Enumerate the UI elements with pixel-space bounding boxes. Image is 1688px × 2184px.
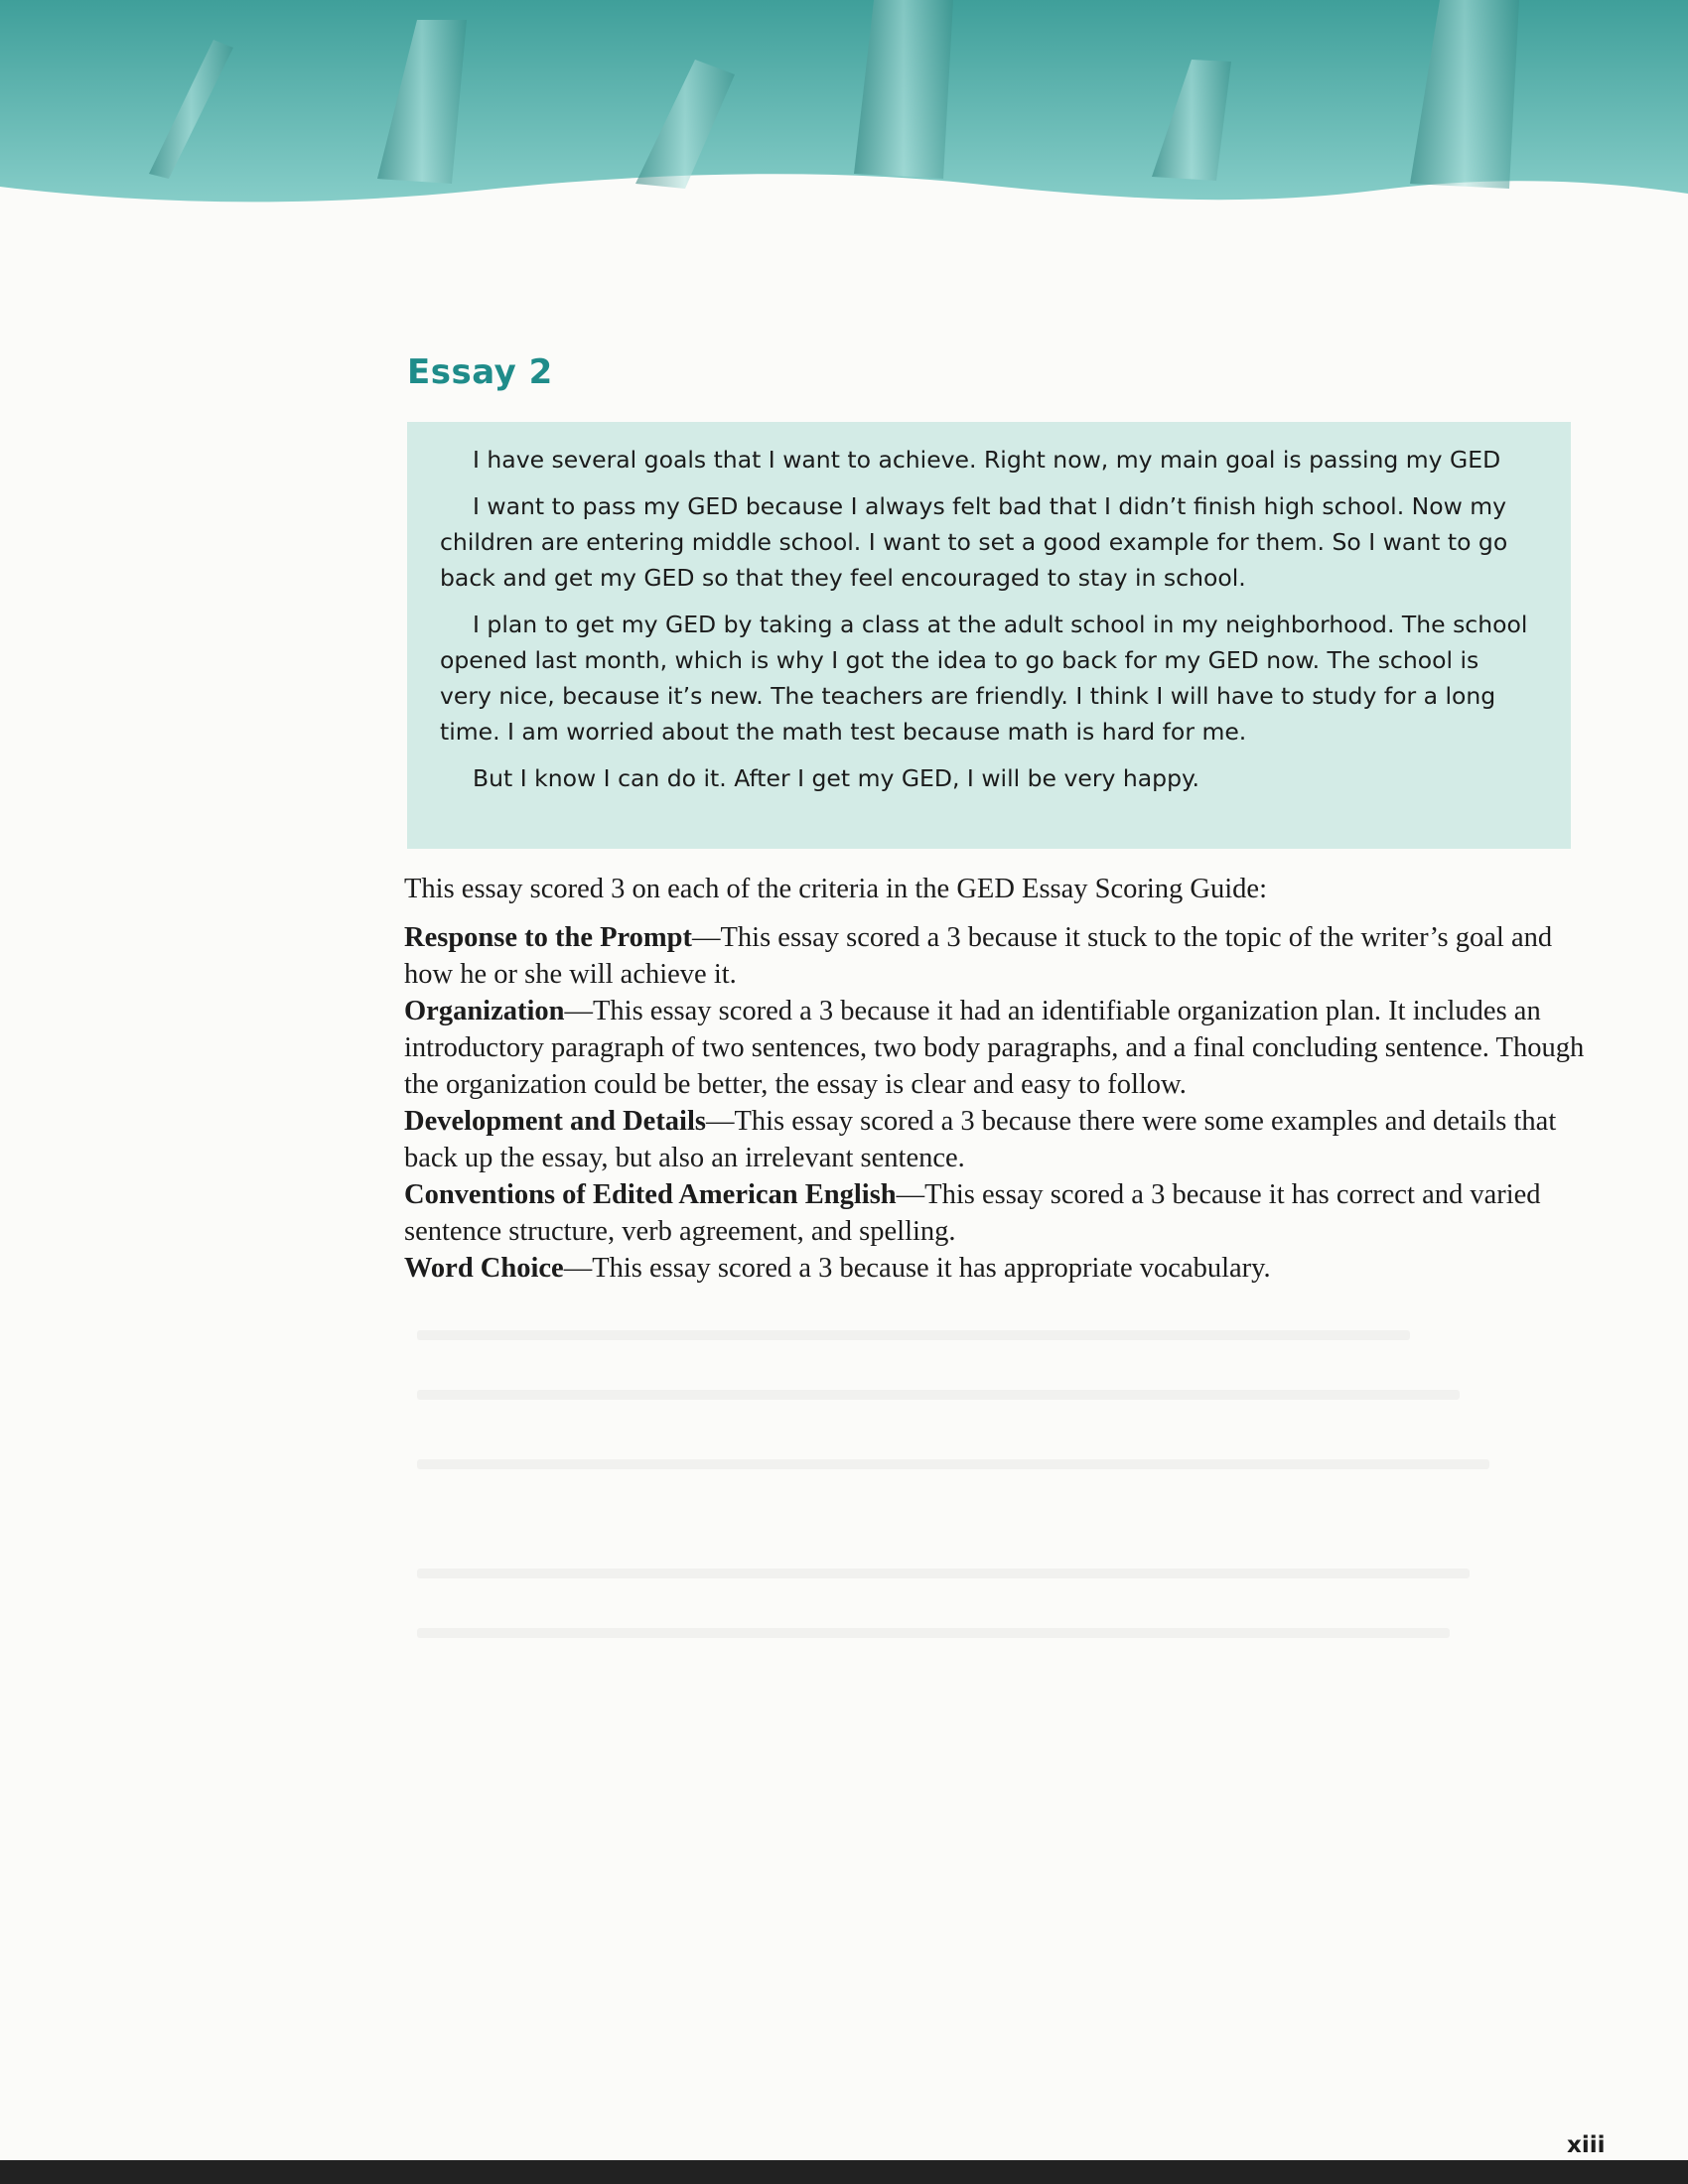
commentary-intro: This essay scored 3 on each of the criteria in the GED Essay Scoring Guide: (404, 874, 1267, 904)
criterion-text: —This essay scored a 3 because there were some examples and details that back up the essay, but also an irrelevant sentence. (404, 1106, 1557, 1173)
criterion-conventions (404, 1176, 1586, 1250)
bleed-through-text (417, 1628, 1450, 1638)
essay-paragraph: I want to pass my GED because I always felt bad that I didn’t finish high school. Now my children are entering middle school. I want to set a good example for them. So I want to go back and get my GED so that they feel encouraged to stay in school. (440, 492, 1508, 592)
bleed-through-text (417, 1330, 1410, 1340)
bleed-through-text (417, 1569, 1470, 1578)
criterion-word-choice (404, 1250, 1586, 1287)
criterion-organization (404, 993, 1586, 1103)
page-number: xiii (1567, 2132, 1606, 2158)
bleed-through-text (417, 1459, 1489, 1469)
criterion-term: Word Choice (404, 1253, 564, 1284)
essay-paragraph: I have several goals that I want to achieve. Right now, my main goal is passing my GED (473, 446, 1501, 474)
criterion-term: Development and Details (404, 1106, 706, 1137)
criterion-term: Organization (404, 996, 565, 1026)
criterion-term: Response to the Prompt (404, 922, 692, 953)
criterion-term: Conventions of Edited American English (404, 1179, 897, 1210)
criterion-development (404, 1103, 1586, 1176)
essay-paragraph: But I know I can do it. After I get my GED, I will be very happy. (473, 764, 1200, 792)
scoring-commentary (404, 871, 1586, 1287)
decorative-header-banner (0, 0, 1688, 213)
criterion-text: —This essay scored a 3 because it stuck to the topic of the writer’s goal and how he or she will achieve it. (404, 922, 1553, 990)
bleed-through-text (417, 1390, 1460, 1400)
essay-paragraph: I plan to get my GED by taking a class at the adult school in my neighborhood. The school opened last month, which is why I got the idea to go back for my GED now. The school is very nice, because it’s new. The teachers are friendly. I think I will have to study for a long time. I am worried about the math test because math is hard for me. (440, 611, 1528, 746)
sample-essay-box (407, 422, 1571, 849)
essay-title: Essay 2 (407, 352, 553, 392)
criterion-response (404, 919, 1586, 993)
scan-edge (0, 2160, 1688, 2184)
criterion-text: —This essay scored a 3 because it has appropriate vocabulary. (563, 1253, 1271, 1284)
criterion-text: —This essay scored a 3 because it has correct and varied sentence structure, verb agreement, and spelling. (404, 1179, 1541, 1247)
criterion-text: —This essay scored a 3 because it had an identifiable organization plan. It includes an introductory paragraph of two sentences, two body paragraphs, and a final concluding sentence. Though the organization could be better, the essay is clear and easy to follow. (404, 996, 1585, 1100)
